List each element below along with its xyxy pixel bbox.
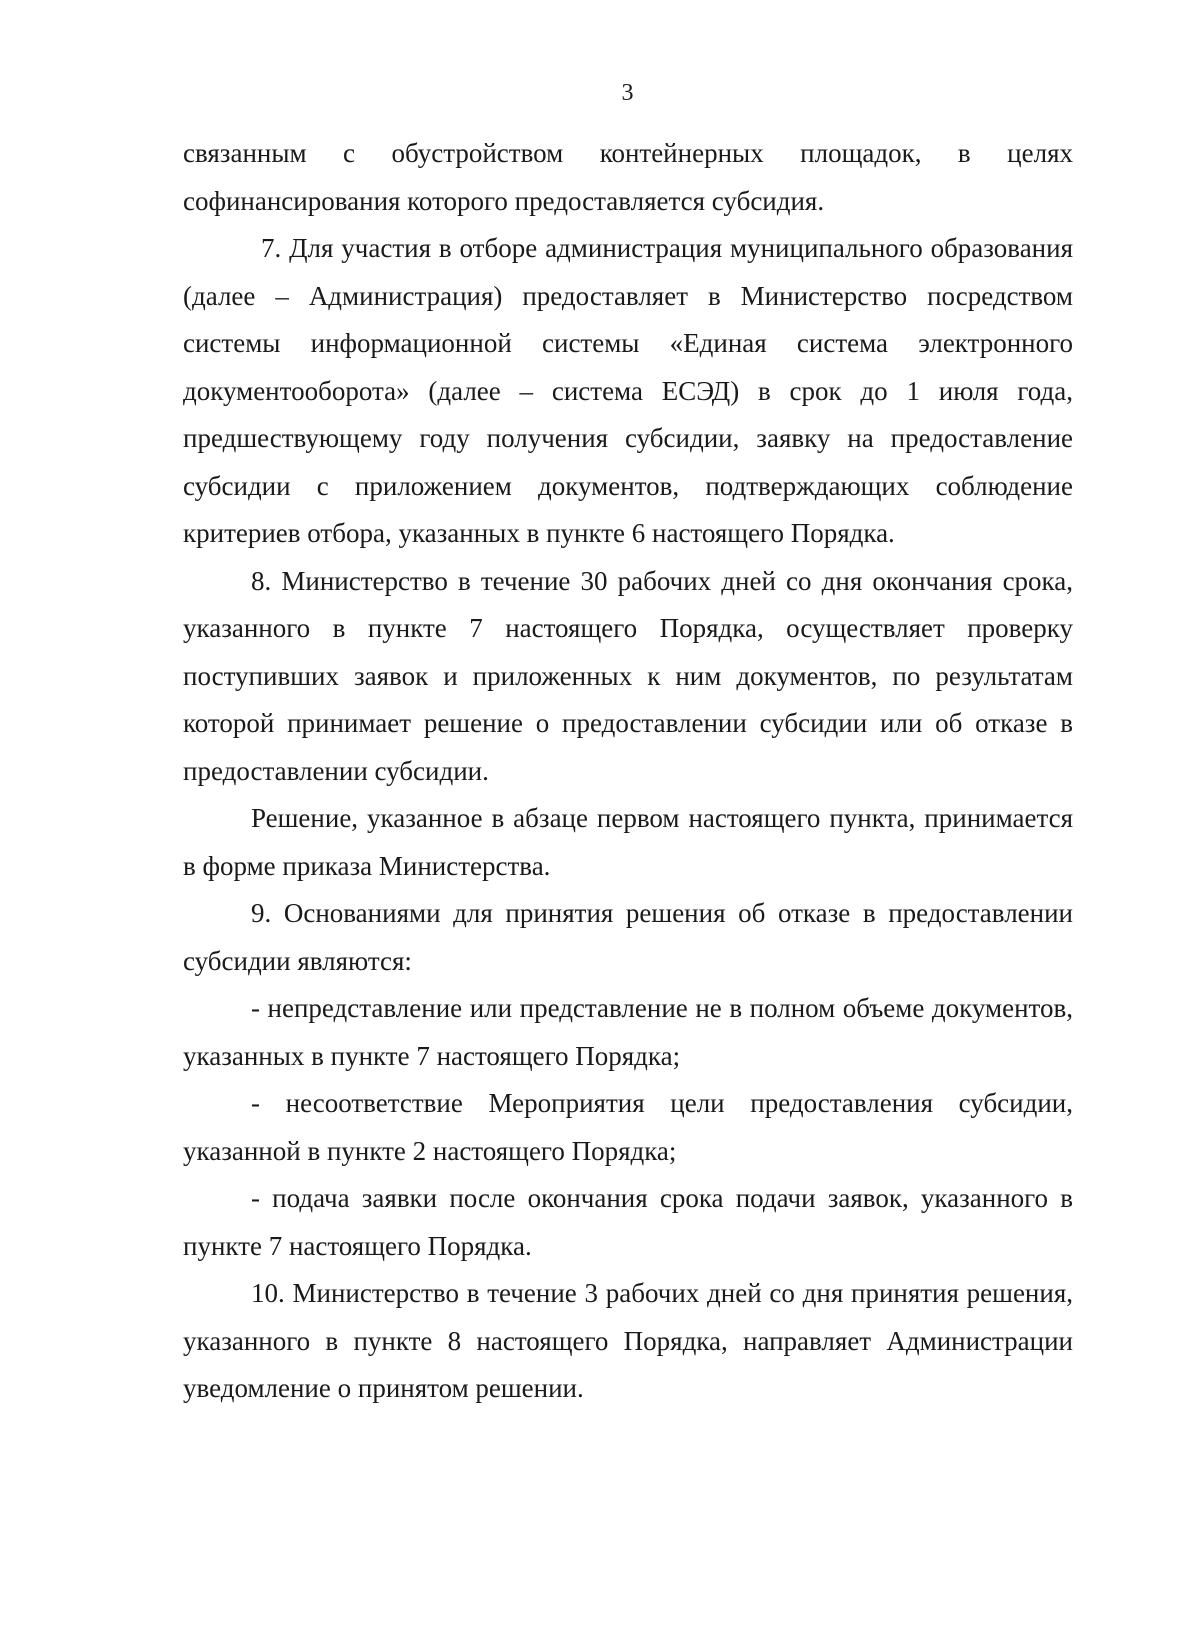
paragraph-continuation: связанным с обустройством контейнерных площадок, в целях софинансирования которого предоставляется субсидия. <box>183 138 1073 216</box>
document-body <box>183 130 1073 1413</box>
paragraph-decision-form: Решение, указанное в абзаце первом настоящего пункта, принимается в форме приказа Министерства. <box>183 803 1073 881</box>
paragraph-item-10: 10. Министерство в течение 3 рабочих дней со дня принятия решения, указанного в пункте 8 настоящего Порядка, направляет Администрации уведомление о принятом решении. <box>183 1278 1073 1403</box>
paragraph-item-9: 9. Основаниями для принятия решения об отказе в предоставлении субсидии являются: <box>183 898 1073 976</box>
paragraph-item-8: 8. Министерство в течение 30 рабочих дней со дня окончания срока, указанного в пункте 7 настоящего Порядка, осуществляет проверку поступивших заявок и приложенных к ним документов, по результатам которой принимает решение о предоставлении субсидии или об отказе в предоставлении субсидии. <box>183 565 1073 786</box>
paragraph-item-7: 7. Для участия в отборе администрация муниципального образования (далее – Администрация) предоставляет в Министерство посредством системы информационной системы «Единая система электронного документооборота» (далее – система ЕСЭД) в срок до 1 июля года, предшествующему году получения субсидии, заявку на предоставление субсидии с приложением документов, подтверждающих соблюдение критериев отбора, указанных в пункте 6 настоящего Порядка. <box>183 233 1073 548</box>
paragraph-refusal-ground-2: - несоответствие Мероприятия цели предоставления субсидии, указанной в пункте 2 настоящего Порядка; <box>183 1088 1073 1166</box>
paragraph-refusal-ground-3: - подача заявки после окончания срока подачи заявок, указанного в пункте 7 настоящего Порядка. <box>183 1183 1073 1261</box>
paragraph-refusal-ground-1: - непредставление или представление не в полном объеме документов, указанных в пункте 7 настоящего Порядка; <box>183 993 1073 1071</box>
page-number: 3 <box>621 80 634 106</box>
